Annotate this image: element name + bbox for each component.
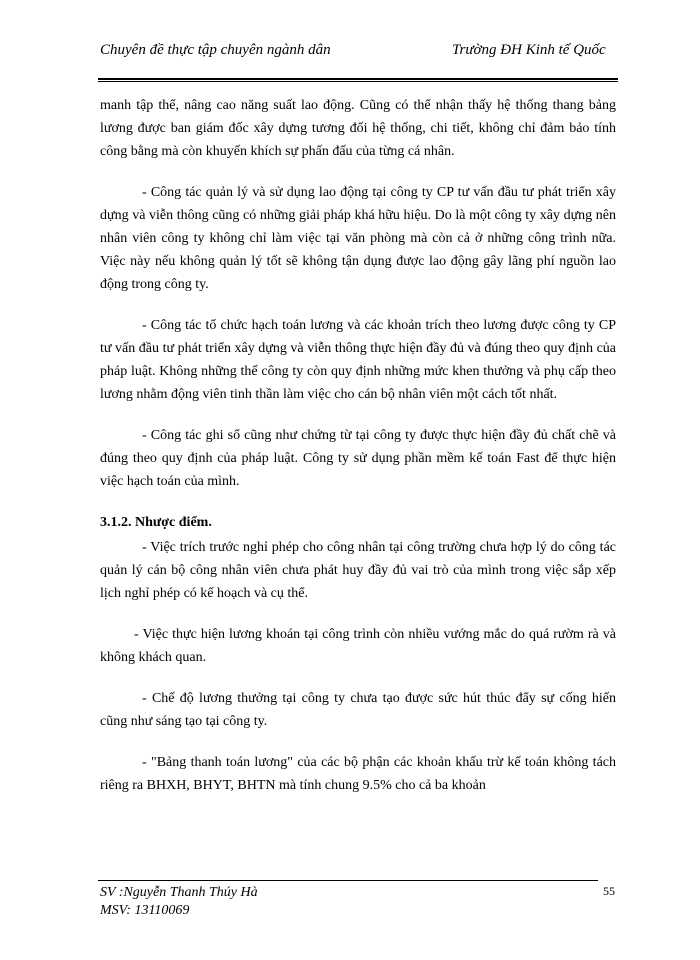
student-id: MSV: 13110069 [100,903,190,918]
body-paragraph: - "Bảng thanh toán lương" của các bộ phận các khoản khấu trừ kế toán không tách riêng ra BHXH, BHYT, BHTN mà tính chung 9.5% cho cả ba khoản [100,755,616,793]
header-divider [98,78,618,82]
footer-divider [98,880,598,881]
body-paragraph: - Công tác ghi sổ cũng như chứng từ tại công ty được thực hiện đầy đủ chất chẽ và đúng theo quy định của pháp luật. Công ty sử dụng phần mềm kế toán Fast để thực hiện việc hạch toán của mình. [100,428,616,489]
body-paragraph: - Công tác tổ chức hạch toán lương và các khoản trích theo lương được công ty CP tư vấn đầu tư phát triển xây dựng và viễn thông thực hiện đầy đủ và đúng theo quy định của pháp luật. Không những thế công ty còn quy định những mức khen thưởng và phụ cấp theo lương nhằm động viên tinh thần làm việc cho cán bộ nhân viên một cách tốt nhất. [100,318,616,402]
header-left: Chuyên đề thực tập chuyên ngành dân [100,42,331,58]
footer-info [100,884,258,920]
body-paragraph: - Công tác quản lý và sử dụng lao động tại công ty CP tư vấn đầu tư phát triển xây dựng và viễn thông cũng có những giải pháp khá hữu hiệu. Do là một công ty xây dựng nên nhân viên công ty không chỉ làm việc tại văn phòng mà còn cả ở những công trình nữa. Việc này nếu không quản lý tốt sẽ không tận dụng được lao động gây lãng phí nguồn lao động trong công ty. [100,185,616,292]
page-body [100,94,616,815]
body-paragraph: - Việc trích trước nghỉ phép cho công nhân tại công trường chưa hợp lý do công tác quản lý cán bộ công nhân viên chưa phát huy đầy đủ vai trò của mình trong việc sắp xếp lịch nghỉ phép có kế hoạch và cụ thể. [100,540,616,601]
student-name: SV :Nguyễn Thanh Thúy Hà [100,885,258,900]
page-number: 55 [603,884,615,898]
body-paragraph: - Chế độ lương thưởng tại công ty chưa tạo được sức hút thúc đẩy sự cống hiến cũng như sáng tạo tại công ty. [100,691,616,729]
header-right: Trường ĐH Kinh tế Quốc [452,42,606,58]
body-paragraph: manh tập thể, nâng cao năng suất lao động. Cũng có thể nhận thấy hệ thống thang bảng lương được ban giám đốc xây dựng tương đối hệ thống, chi tiết, không chỉ đảm bảo tính công bằng mà còn khuyến khích sự phấn đấu của từng cá nhân. [100,98,616,159]
body-paragraph: - Việc thực hiện lương khoán tại công trình còn nhiều vướng mắc do quá rườm rà và không khách quan. [100,627,616,665]
section-heading: 3.1.2. Nhược điểm. [100,515,212,530]
